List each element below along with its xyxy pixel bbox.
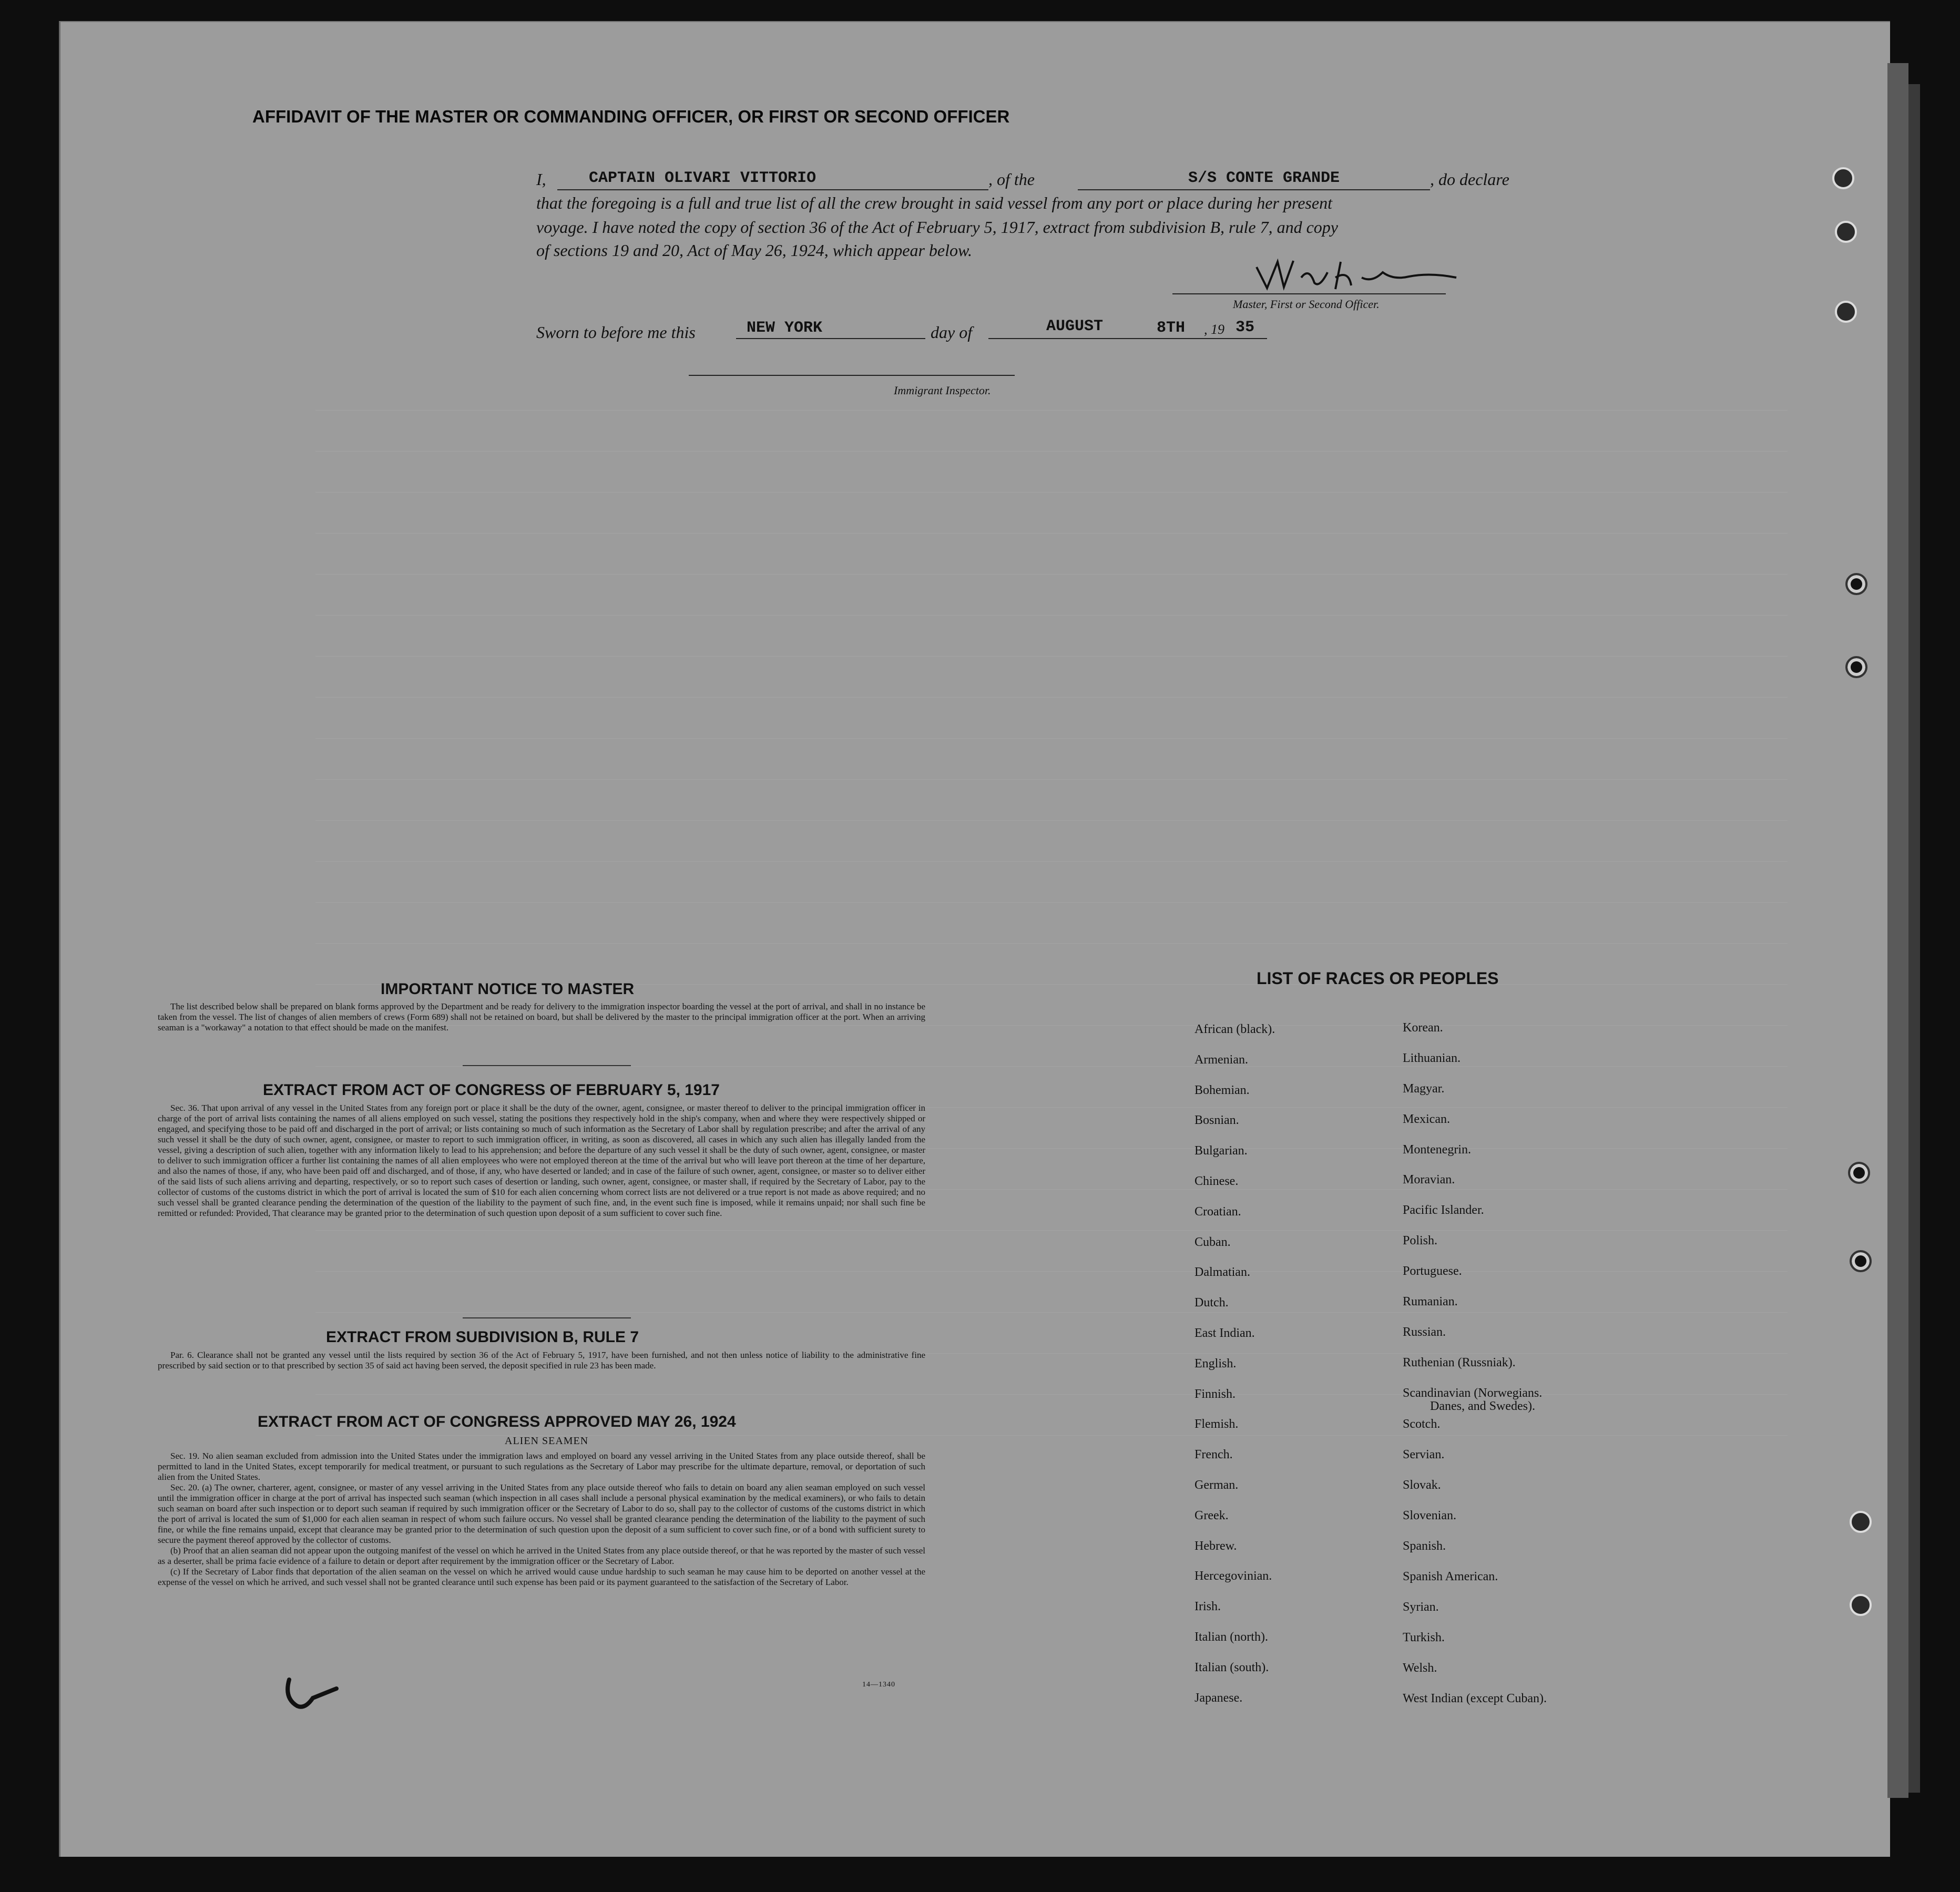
affidavit-i-label: I, [536, 170, 546, 189]
bleed-through-line [315, 492, 1788, 493]
race-item: Finnish. [1195, 1387, 1236, 1401]
race-item: Bohemian. [1195, 1083, 1250, 1097]
race-item: Slovenian. [1403, 1509, 1456, 1522]
section-19: Sec. 19. No alien seaman excluded from admission into the United States under the immigration laws and employed on board any vessel arriving in the United States from any place outside thereof, shall be permitted to land in the United States, except temporarily for medical treatment, or pursuant to such regulations as the Secretary of Labor may prescribe for the ultimate departure, removal, or deportation of such alien from the United States. [158, 1451, 925, 1482]
race-item: Scotch. [1403, 1417, 1441, 1431]
bleed-through-line [315, 410, 1788, 411]
form-number: 14—1340 [862, 1681, 895, 1689]
affidavit-title: AFFIDAVIT OF THE MASTER OR COMMANDING OFFICER, OR FIRST OR SECOND OFFICER [252, 107, 1010, 126]
bleed-through-line [315, 779, 1788, 780]
race-item: Hebrew. [1195, 1539, 1237, 1553]
section-20b: (b) Proof that an alien seaman did not appear upon the outgoing manifest of the vessel on which he arrived in the United States from any place outside thereof, or that he was reported by the master of such vessel as a deserter, shall be prima facie evidence of a failure to detain or deport after requirement by the immigration officer or the Secretary of Labor. [158, 1546, 925, 1566]
race-item: Pacific Islander. [1403, 1203, 1484, 1217]
race-item: Italian (south). [1195, 1660, 1269, 1674]
notice-title: IMPORTANT NOTICE TO MASTER [381, 980, 635, 998]
section-20c: (c) If the Secretary of Labor finds that deportation of the alien seaman on the vessel on which he arrived would cause undue hardship to such seaman he may cause him to be deported on another vessel at the expense of the vessel on which he arrived, and such vessel shall not be granted clearance until such expense has been paid or its payment guaranteed to the satisfaction of the Secretary of Labor. [158, 1567, 925, 1587]
races-title: LIST OF RACES OR PEOPLES [1257, 969, 1499, 988]
race-item: Japanese. [1195, 1691, 1243, 1705]
race-item: English. [1195, 1356, 1237, 1371]
race-item: Syrian. [1403, 1600, 1439, 1614]
race-item: Korean. [1403, 1021, 1443, 1035]
bleed-through-line [315, 1066, 1788, 1067]
signature-underline [1172, 293, 1446, 294]
race-item: Hercegovinian. [1195, 1569, 1272, 1583]
race-item: Dutch. [1195, 1296, 1229, 1310]
race-item: Russian. [1403, 1325, 1446, 1339]
race-item: Irish. [1195, 1600, 1221, 1614]
extract-1917-title: EXTRACT FROM ACT OF CONGRESS OF FEBRUARY 5, 1917 [263, 1081, 720, 1099]
bleed-through-line [315, 1271, 1788, 1272]
race-item: Rumanian. [1403, 1295, 1458, 1308]
bleed-through-line [315, 861, 1788, 862]
race-item: Spanish American. [1403, 1570, 1498, 1583]
master-signature [1251, 257, 1472, 301]
race-item: Greek. [1195, 1508, 1229, 1522]
vessel-name-field: S/S CONTE GRANDE [1188, 169, 1340, 187]
race-item: Lithuanian. [1403, 1051, 1461, 1065]
binder-hole [1850, 1511, 1872, 1533]
sworn-label: Sworn to before me this [536, 323, 696, 342]
master-name-field: CAPTAIN OLIVARI VITTORIO [589, 169, 816, 187]
race-item: East Indian. [1195, 1326, 1255, 1340]
section-20a: Sec. 20. (a) The owner, charterer, agent, consignee, or master of any vessel arriving in the United States from any place outside thereof who fails to detain on board any alien seaman employed on such vessel until the immigration officer in charge at the port of arrival has inspected such seaman (which inspection in all cases shall include a personal physical examination by the medical examiners), or who fails to detain such seaman on board after such inspection or to deport such seaman if required by such immigration officer or the Secretary of Labor to do so, shall pay to the collector of customs of the customs district in which the port of arrival is located the sum of $1,000 for each alien seaman in respect of whom such failure occurs. No vessel shall be granted clearance pending the determination of the liability to the payment of such fine, or while the fine remains unpaid, except that clearance may be granted prior to the determination of such question upon the deposit of a sum sufficient to cover such fine, or of a bond with sufficient surety to secure the payment thereof approved by the collector of customs. [158, 1482, 925, 1545]
extract-1924-text [158, 1451, 925, 1588]
binder-hole [1832, 167, 1854, 189]
race-item: Bulgarian. [1195, 1144, 1248, 1158]
ink-mark [284, 1677, 342, 1716]
race-item: Cuban. [1195, 1235, 1231, 1249]
extract-1917-text: Sec. 36. That upon arrival of any vessel in the United States from any foreign port or place it shall be the duty of the owner, agent, consignee, or master thereof to deliver to the principal immigration officer in charge of the port of arrival lists containing the names of all aliens employed on such vessel, stating the positions they respectively hold in the ship's company, when and where they were respectively shipped or engaged, and specifying those to be paid off and discharged in the port of arrival; or lists containing so much of such information as the Secretary of Labor shall by regulation prescribe; and after the arrival of any such vessel it shall be the duty of such owner, agent, consignee, or master to report to such immigration officer, in writing, as soon as discovered, all cases in which any such alien has illegally landed from the vessel, giving a description of such alien, together with any information likely to lead to his apprehension; and before the departure of any such vessel it shall be the duty of such owner, agent, consignee, or master to deliver to such immigration officer a further list containing the names of all alien employees who were not employed thereon at the time of the arrival but who will leave port thereon at the time of her departure, and also the names of those, if any, who have been paid off and discharged, and of those, if any, who have deserted or landed; and in case of the failure of such owner, agent, consignee, or master so to deliver either of the said lists of such aliens arriving and departing, respectively, or so to report such cases of desertion or landing, such owner, agent, consignee, or master shall, if required by the Secretary of Labor, pay to the collector of customs of the customs district in which the port of arrival is located the sum of $10 for each alien concerning whom correct lists are not delivered or a true report is not made as above required; and no such vessel shall be granted clearance pending the determination of the question of the liability to the payment of such fine, and, in the event such fine is imposed, while it remains unpaid; nor shall such fine be remitted or refunded: Provided, That clearance may be granted prior to the determination of such question upon deposit of a sum sufficient to cover such fine. [158, 1103, 925, 1218]
binder-hole [1850, 1250, 1872, 1272]
race-item: Slovak. [1403, 1478, 1441, 1492]
race-item: Chinese. [1195, 1174, 1239, 1188]
month-field: AUGUST [1046, 318, 1104, 335]
bleed-through-line [315, 533, 1788, 534]
extract-1924-title: EXTRACT FROM ACT OF CONGRESS APPROVED MAY 26, 1924 [258, 1413, 736, 1430]
race-item: Scandinavian (Norwegians. [1403, 1386, 1543, 1400]
bleed-through-line [315, 738, 1788, 739]
race-item: Moravian. [1403, 1173, 1455, 1187]
race-item: Armenian. [1195, 1052, 1248, 1067]
race-item: Bosnian. [1195, 1113, 1239, 1128]
do-declare-label: , do declare [1430, 170, 1509, 189]
binder-hole [1845, 573, 1867, 595]
inspector-caption: Immigrant Inspector. [894, 384, 991, 397]
extract-rule7-text: Par. 6. Clearance shall not be granted any vessel until the lists required by section 36 of the Act of February 5, 1917, have been furnished, and not then unless notice of liability to the administrative fine prescribed by said section or to that prescribed by section 35 of said act having been served, the deposit specified in rule 23 has been made. [158, 1350, 925, 1371]
bleed-through-line [315, 1394, 1788, 1395]
race-item: Croatian. [1195, 1204, 1241, 1219]
alien-seamen-subtitle: ALIEN SEAMEN [505, 1435, 589, 1447]
race-item: Magyar. [1403, 1082, 1445, 1096]
sworn-place-field: NEW YORK [747, 319, 823, 337]
race-item: Italian (north). [1195, 1630, 1268, 1644]
affidavit-line-2: voyage. I have noted the copy of section 36 of the Act of February 5, 1917, extract from subdivision B, rule 7, and copy [536, 218, 1338, 237]
signature-caption: Master, First or Second Officer. [1233, 298, 1380, 311]
binder-hole [1835, 301, 1857, 323]
race-item: Ruthenian (Russniak). [1403, 1356, 1516, 1369]
race-item: Danes, and Swedes). [1430, 1399, 1535, 1413]
race-item: Mexican. [1403, 1112, 1450, 1126]
day-field: 8TH [1157, 319, 1186, 337]
race-item: French. [1195, 1448, 1233, 1462]
binder-hole [1845, 656, 1867, 678]
bleed-through-line [315, 820, 1788, 821]
notice-text: The list described below shall be prepared on blank forms approved by the Department and be ready for delivery to the immigration inspector boarding the vessel at the port of arrival, and shall in no instance be taken from the vessel. The list of changes of alien members of crews (Form 689) shall not be retained on board, but shall be delivered by the master to the principal immigration officer at the port. When an arriving seaman is a "workaway" a notation to that effect should be made on the manifest. [158, 1001, 925, 1032]
race-item: Welsh. [1403, 1661, 1437, 1675]
bleed-through-line [315, 943, 1788, 944]
bleed-through-line [315, 656, 1788, 657]
year-prefix: , 19 [1204, 322, 1224, 337]
race-item: Flemish. [1195, 1417, 1239, 1431]
binder-hole [1848, 1162, 1870, 1184]
bleed-through-line [315, 697, 1788, 698]
binder-hole [1850, 1594, 1872, 1616]
day-of-label: day of [931, 323, 973, 342]
page-edge [1887, 63, 1908, 1798]
race-item: West Indian (except Cuban). [1403, 1692, 1547, 1705]
page-edge-shadow [1908, 84, 1920, 1793]
of-the-label: , of the [988, 170, 1035, 189]
race-item: African (black). [1195, 1022, 1275, 1036]
divider [463, 1317, 631, 1318]
race-item: Servian. [1403, 1448, 1445, 1461]
race-item: Polish. [1403, 1234, 1438, 1247]
inspector-signature-line [689, 375, 1015, 376]
race-item: Montenegrin. [1403, 1143, 1471, 1157]
date-underline [988, 338, 1241, 339]
bleed-through-line [315, 902, 1788, 903]
bleed-through-line [315, 1230, 1788, 1231]
bleed-through-line [315, 1312, 1788, 1313]
extract-rule7-title: EXTRACT FROM SUBDIVISION B, RULE 7 [326, 1328, 639, 1346]
divider [463, 1065, 631, 1066]
race-item: Spanish. [1403, 1539, 1446, 1553]
master-name-underline [557, 189, 988, 190]
affidavit-line-1: that the foregoing is a full and true list of all the crew brought in said vessel from any port or place during her present [536, 193, 1332, 212]
race-item: Turkish. [1403, 1631, 1445, 1644]
bleed-through-line [315, 574, 1788, 575]
race-item: Dalmatian. [1195, 1265, 1250, 1280]
binder-hole [1835, 221, 1857, 243]
year-underline [1225, 338, 1267, 339]
sworn-place-underline [736, 338, 925, 339]
race-item: Portuguese. [1403, 1264, 1462, 1278]
affidavit-line-3: of sections 19 and 20, Act of May 26, 1924, which appear below. [536, 241, 972, 260]
bleed-through-line [315, 615, 1788, 616]
year-field: 35 [1236, 319, 1255, 336]
race-item: German. [1195, 1478, 1239, 1492]
bleed-through-line [315, 451, 1788, 452]
vessel-name-underline [1078, 189, 1430, 190]
